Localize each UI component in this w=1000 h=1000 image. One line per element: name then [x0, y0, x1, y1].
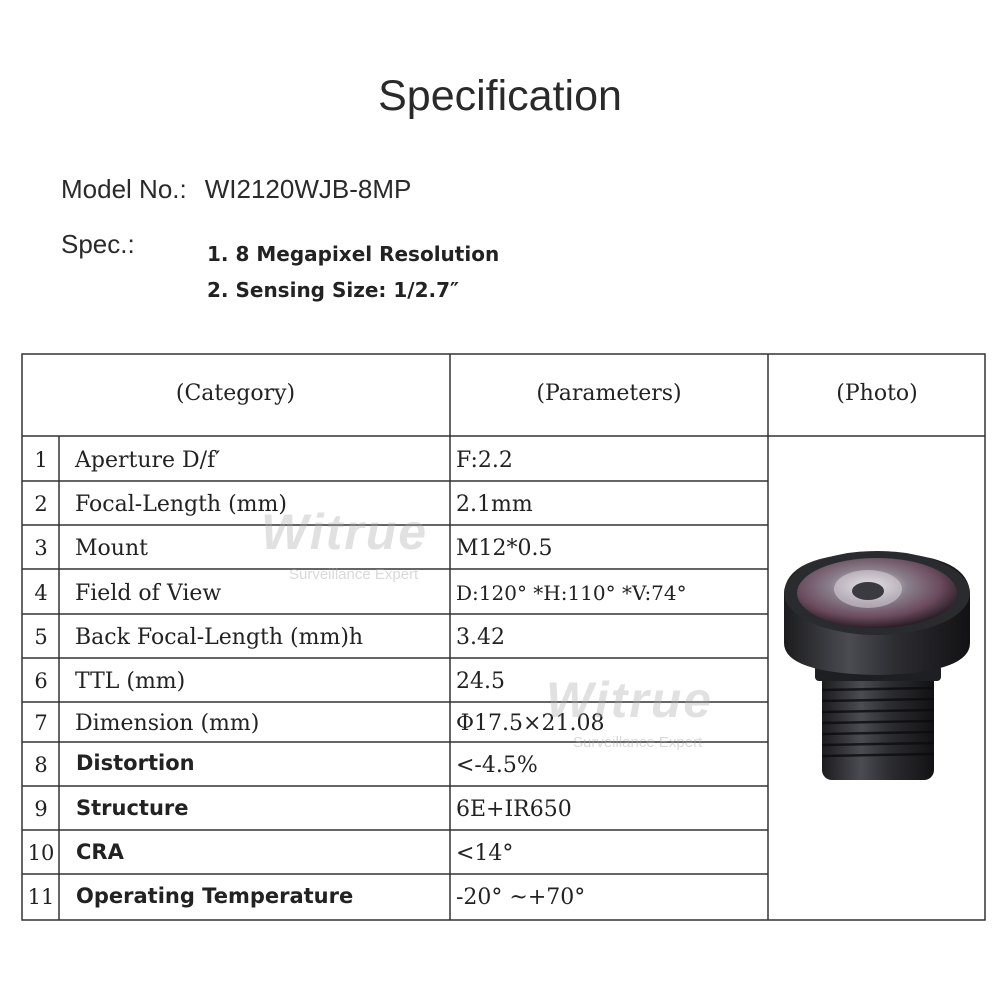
value-cell: D:120° *H:110° *V:74° — [456, 581, 687, 605]
header-photo: (Photo) — [836, 381, 918, 406]
value-cell: 3.42 — [456, 625, 505, 650]
model-number — [61, 174, 411, 205]
row-number: 6 — [34, 669, 48, 693]
lens-icon — [780, 545, 975, 785]
value-cell: <14° — [456, 841, 514, 866]
row-number: 1 — [34, 448, 48, 472]
row-number: 5 — [34, 625, 48, 649]
row-number: 11 — [27, 885, 55, 909]
row-number: 8 — [34, 753, 48, 777]
category-cell: Dimension (mm) — [75, 711, 260, 736]
category-cell: CRA — [76, 840, 124, 864]
spec-label: Spec.: — [61, 229, 135, 259]
category-cell: Structure — [76, 796, 189, 820]
value-cell: F:2.2 — [456, 448, 513, 473]
watermark-tagline: Surveillance Expert — [573, 734, 703, 751]
model-value: WI2120WJB-8MP — [204, 174, 412, 204]
watermark-brand: Witrue — [261, 504, 429, 560]
header-parameters: (Parameters) — [536, 381, 682, 406]
value-cell: 2.1mm — [456, 492, 533, 517]
row-number: 3 — [34, 536, 48, 560]
value-cell: 6E+IR650 — [456, 797, 572, 822]
category-cell: Aperture D/f′ — [75, 448, 221, 473]
category-cell: Operating Temperature — [76, 884, 354, 908]
row-number: 4 — [34, 581, 48, 605]
watermark-tagline: Surveillance Expert — [289, 566, 419, 583]
category-cell: Field of View — [75, 581, 222, 606]
value-cell: <-4.5% — [456, 753, 538, 778]
watermark-brand: Witrue — [546, 672, 714, 728]
value-cell: 24.5 — [456, 669, 505, 694]
category-cell: Back Focal-Length (mm)h — [75, 625, 364, 650]
category-cell: TTL (mm) — [75, 669, 186, 694]
header-category: (Category) — [175, 381, 296, 406]
page-title: Specification — [378, 72, 622, 120]
row-number: 10 — [27, 841, 55, 865]
model-label: Model No.: — [61, 174, 187, 204]
row-number: 9 — [34, 797, 48, 821]
value-cell: M12*0.5 — [456, 536, 553, 561]
spec-item: 2. Sensing Size: 1/2.7″ — [207, 278, 459, 302]
value-cell: -20° ~+70° — [456, 885, 586, 910]
category-cell: Mount — [75, 536, 148, 561]
row-number: 2 — [34, 492, 48, 516]
category-cell: Focal-Length (mm) — [75, 492, 287, 517]
spec-item: 1. 8 Megapixel Resolution — [207, 242, 500, 266]
value-cell: Φ17.5×21.08 — [456, 711, 605, 736]
category-cell: Distortion — [76, 751, 195, 775]
row-number: 7 — [34, 711, 48, 735]
